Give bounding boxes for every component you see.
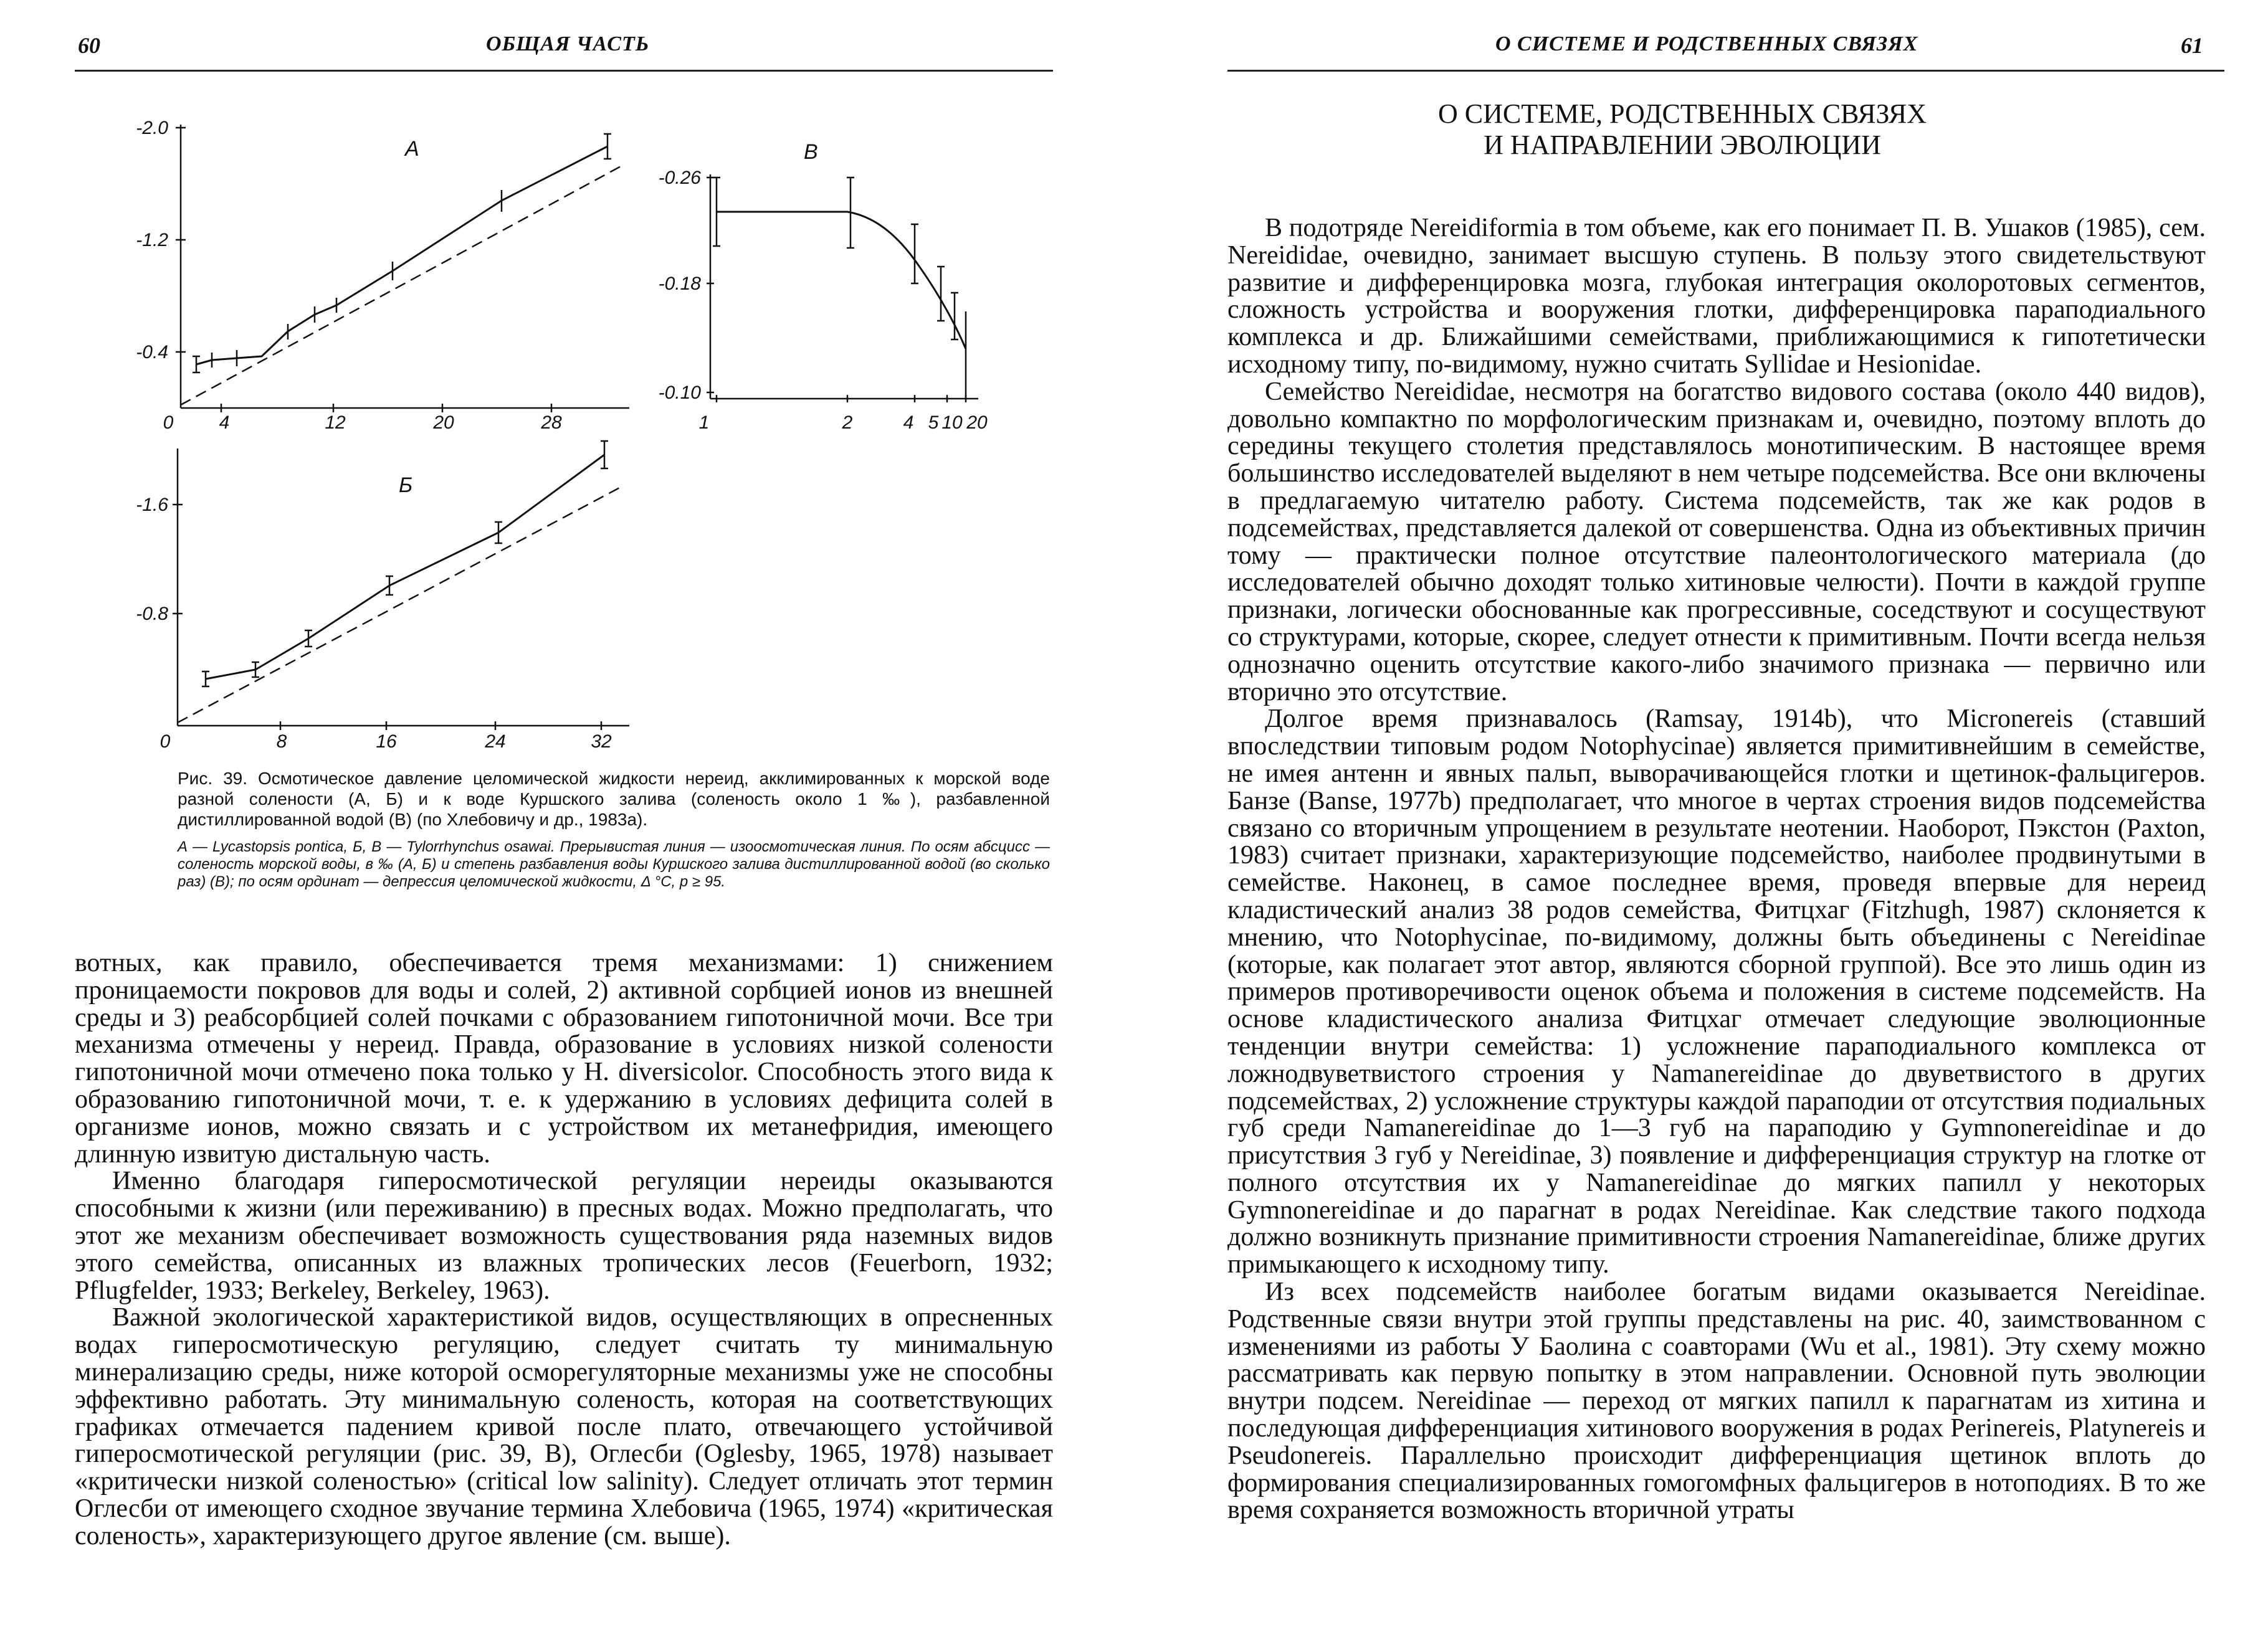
chart-b-label: Б [399, 473, 413, 497]
page-number-left: 60 [78, 33, 100, 58]
chart-a-xtick: 28 [541, 412, 562, 433]
chart-a-xtick: 4 [219, 412, 230, 433]
caption-legend: А — Lycastopsis pontica, Б, В — Tylorrhynchus osawai. Прерывистая линия — изоосмотическая линия. По осям абсцисс — соленость морской воды, в ‰ (А, Б) и степень разбавления воды Куршского залива дистиллированной водой (во сколько раз) (В); по осям ординат — депрессия целомической жидкости, Δ °C, p ≥ 95. [178, 838, 1050, 890]
chart-a-xtick: 0 [163, 412, 174, 433]
chart-b-ytick: -1.6 [136, 495, 168, 515]
running-head-right: О СИСТЕМЕ И РОДСТВЕННЫХ СВЯЗЯХ [1495, 32, 1918, 55]
chart-v-xtick: 10 [941, 412, 963, 433]
paragraph: Из всех подсемейств наиболее богатым видами оказывается Nereidinae. Родственные связи внутри этой группы представлены на рис. 40, заимствованном с изменениями из работы У Баолина с соавторами (Wu et al., 1981). Эту схему можно рассматривать как первую попытку в этом направлении. Основной путь эволюции внутри подсем. Nereidinae — переход от мягких папилл к парагнатам из хитина и последующая дифференциация хитинового вооружения в родах Perinereis, Platynereis и Pseudonereis. Параллельно происходит дифференциация щетинок вплоть до формирования специализированных гомогомфных фальцигеров в нотоподиях. В то же время сохраняется возможность вторичной утраты [1227, 1278, 2206, 1525]
chart-v-ytick: -0.26 [658, 168, 701, 188]
chart-a-data-line [196, 146, 608, 364]
chart-v-error-bars [713, 178, 966, 399]
chart-b-isoosmotic-line [178, 486, 623, 723]
page-number-right: 61 [2181, 33, 2203, 58]
chart-v-ytick: -0.18 [658, 273, 701, 294]
chart-v-xtick: 1 [698, 412, 710, 433]
chart-b-xtick: 0 [160, 731, 171, 752]
paragraph: Важной экологической характеристикой видов, осуществляющих в опресненных водах гиперосмотическую регуляцию, следует считать ту минимальную минерализацию среды, ниже которой осморегуляторные механизмы уже не способны эффективно работать. Эту минимальную соленость, которая на соответствующих графиках отмечается падением кривой после плато, отвечающего устойчивой гиперосмотической регуляции (рис. 39, В), Оглесби (Oglesby, 1965, 1978) называет «критически низкой соленостью» (critical low salinity). Следует отличать этот термин Оглесби от имеющего сходное звучание термина Хлебовича (1965, 1974) «критическая соленость», характеризующего другое явление (см. выше). [75, 1303, 1053, 1550]
chart-b-ytick: -0.8 [136, 604, 168, 624]
chart-v-ytick: -0.10 [658, 382, 701, 403]
chart-b-xtick: 8 [276, 731, 287, 752]
left-body-text [75, 950, 1053, 1550]
chart-v-xtick: 4 [903, 412, 914, 433]
chart-b-xtick: 32 [591, 731, 612, 752]
left-page [0, 0, 1122, 1632]
figure-39 [0, 0, 1122, 766]
running-head-left: ОБЩАЯ ЧАСТЬ [486, 32, 650, 55]
chart-a-ytick: -1.2 [136, 230, 168, 250]
section-title-line: О СИСТЕМЕ, РОДСТВЕННЫХ СВЯЗЯХ [1437, 98, 1927, 129]
paragraph: В подотряде Nereidiformia в том объеме, как его понимает П. В. Ушаков (1985), сем. Nereididae, очевидно, занимает высшую ступень. В пользу этого свидетельствуют развитие и дифференцировка мозга, глубокая интеграция околоротовых сегментов, сложность устройства и вооружения глотки, дифференцировка параподиального комплекса и др. Ближайшими семействами, приближающимися к гипотетически исходному типу, по-видимому, нужно считать Syllidae и Hesionidae. [1227, 214, 2206, 379]
paragraph: Семейство Nereididae, несмотря на богатство видового состава (около 440 видов), довольно компактно по морфологическим признакам и, очевидно, поэтому вплоть до середины текущего столетия представлялось монотипическим. В настоящее время большинство исследователей выделяют в нем четыре подсемейства. Все они включены в предлагаемую читателю работу. Система подсемейств, так же как родов в подсемействах, представляется далекой от совершенства. Одна из объективных причин тому — практически полное отсутствие палеонтологического материала (до исследователей обычно доходят только хитиновые челюсти). Почти в каждой группе признаки, логически обоснованные как прогрессивные, соседствуют и сосуществуют со структурами, которые, скорее, следует отнести к примитивным. Почти всегда нельзя однозначно оценить отсутствие какого-либо значимого признака — первично или вторично это отсутствие. [1227, 377, 2206, 706]
right-body-text [1227, 215, 2206, 1524]
section-title [1333, 98, 2031, 161]
figure-caption [178, 768, 1050, 891]
chart-v-xtick: 5 [928, 412, 939, 433]
chart-a-xtick: 20 [433, 412, 454, 433]
chart-b-xtick: 16 [376, 731, 397, 752]
paragraph: Долгое время признавалось (Ramsay, 1914b), что Micronereis (ставший впоследствии типовым родом Notophycinae) является примитивнейшим в семействе, не имея антенн и явных пальп, выворачивающейся глотки и щетинок-фальцигеров. Банзе (Banse, 1977b) предполагает, что многое в чертах строения видов подсемейства связано со вторичным упрощением в результате неотении. Наоборот, Пэкстон (Paxton, 1983) считает признаки, характеризующие подсемейство, наиболее продвинутыми в семействе. Наконец, в самое последнее время, проведя впервые для нереид кладистический анализ 38 родов семейства, Фитцхаг (Fitzhugh, 1987) склоняется к мнению, что Notophycinae, по-видимому, должны быть объединены с Nereidinae (которые, как полагает этот автор, являются сборной группой). Все это лишь один из примеров противоречивости оценок объема и положения в системе подсемейств. На основе кладистического анализа Фитцхаг отмечает следующие эволюционные тенденции внутри семейства: 1) усложнение параподиального комплекса от ложнодвуветвистого строения у Namanereidinae до двуветвистого в других подсемействах, 2) усложнение структуры каждой параподии от отсутствия подиальных губ среди Namanereidinae до 1—3 губ на параподию у Gymnonereidinae и до присутствия 3 губ у Nereidinae, 3) появление и дифференциация структур на глотке от полного отсутствия их у Namanereidinae до мягких папилл у некоторых Gymnonereidinae и до парагнат в родах Nereidinae. Как следствие такого подхода должно возникнуть признание примитивности строения Namanereidinae, ближе других примыкающего к исходному типу. [1227, 705, 2206, 1279]
paragraph: вотных, как правило, обеспечивается тремя механизмами: 1) снижением проницаемости покровов для воды и солей, 2) активной сорбцией ионов из внешней среды и 3) реабсорбцией солей почками с образованием гипотоничной мочи. Все три механизма отмечены у нереид. Правда, образование в условиях низкой солености гипотоничной мочи отмечено пока только у H. diversicolor. Способность этого вида к образованию гипотоничной мочи, т. е. к удержанию в условиях дефицита солей в организме ионов, можно связать и с устройством их метанефридия, имеющего длинную извитую дистальную часть. [75, 949, 1053, 1169]
caption-main: Рис. 39. Осмотическое давление целомической жидкости нереид, акклимированных к морской воде разной солености (А, Б) и к воде Куршского залива (соленость около 1 ‰), разбавленной дистиллированной водой (В) (по Хлебовичу и др., 1983а). [178, 769, 1050, 829]
chart-a-ytick: -0.4 [136, 342, 168, 363]
chart-a-ytick: -2.0 [136, 118, 168, 138]
chart-a-label: А [405, 137, 419, 161]
chart-v-label: В [804, 140, 818, 164]
chart-a-error-bars [193, 134, 611, 372]
paragraph: Именно благодаря гиперосмотической регуляции нереиды оказываются способными к жизни (или переживанию) в пресных водах. Можно предполагать, что этот же механизм обеспечивает возможность существования ряда наземных видов этого семейства, описанных из влажных тропических лесов (Feuerborn, 1932; Pflugfelder, 1933; Berkeley, Berkeley, 1963). [75, 1167, 1053, 1305]
chart-v-xtick: 2 [842, 412, 853, 433]
chart-v-xtick: 20 [966, 412, 988, 433]
chart-b-xtick: 24 [485, 731, 506, 752]
chart-a-xtick: 12 [325, 412, 346, 433]
header-rule [1227, 70, 2224, 72]
chart-v-data-line [717, 212, 966, 349]
chart-a-isoosmotic-line [181, 165, 623, 405]
section-title-line: И НАПРАВЛЕНИИ ЭВОЛЮЦИИ [1484, 130, 1881, 160]
